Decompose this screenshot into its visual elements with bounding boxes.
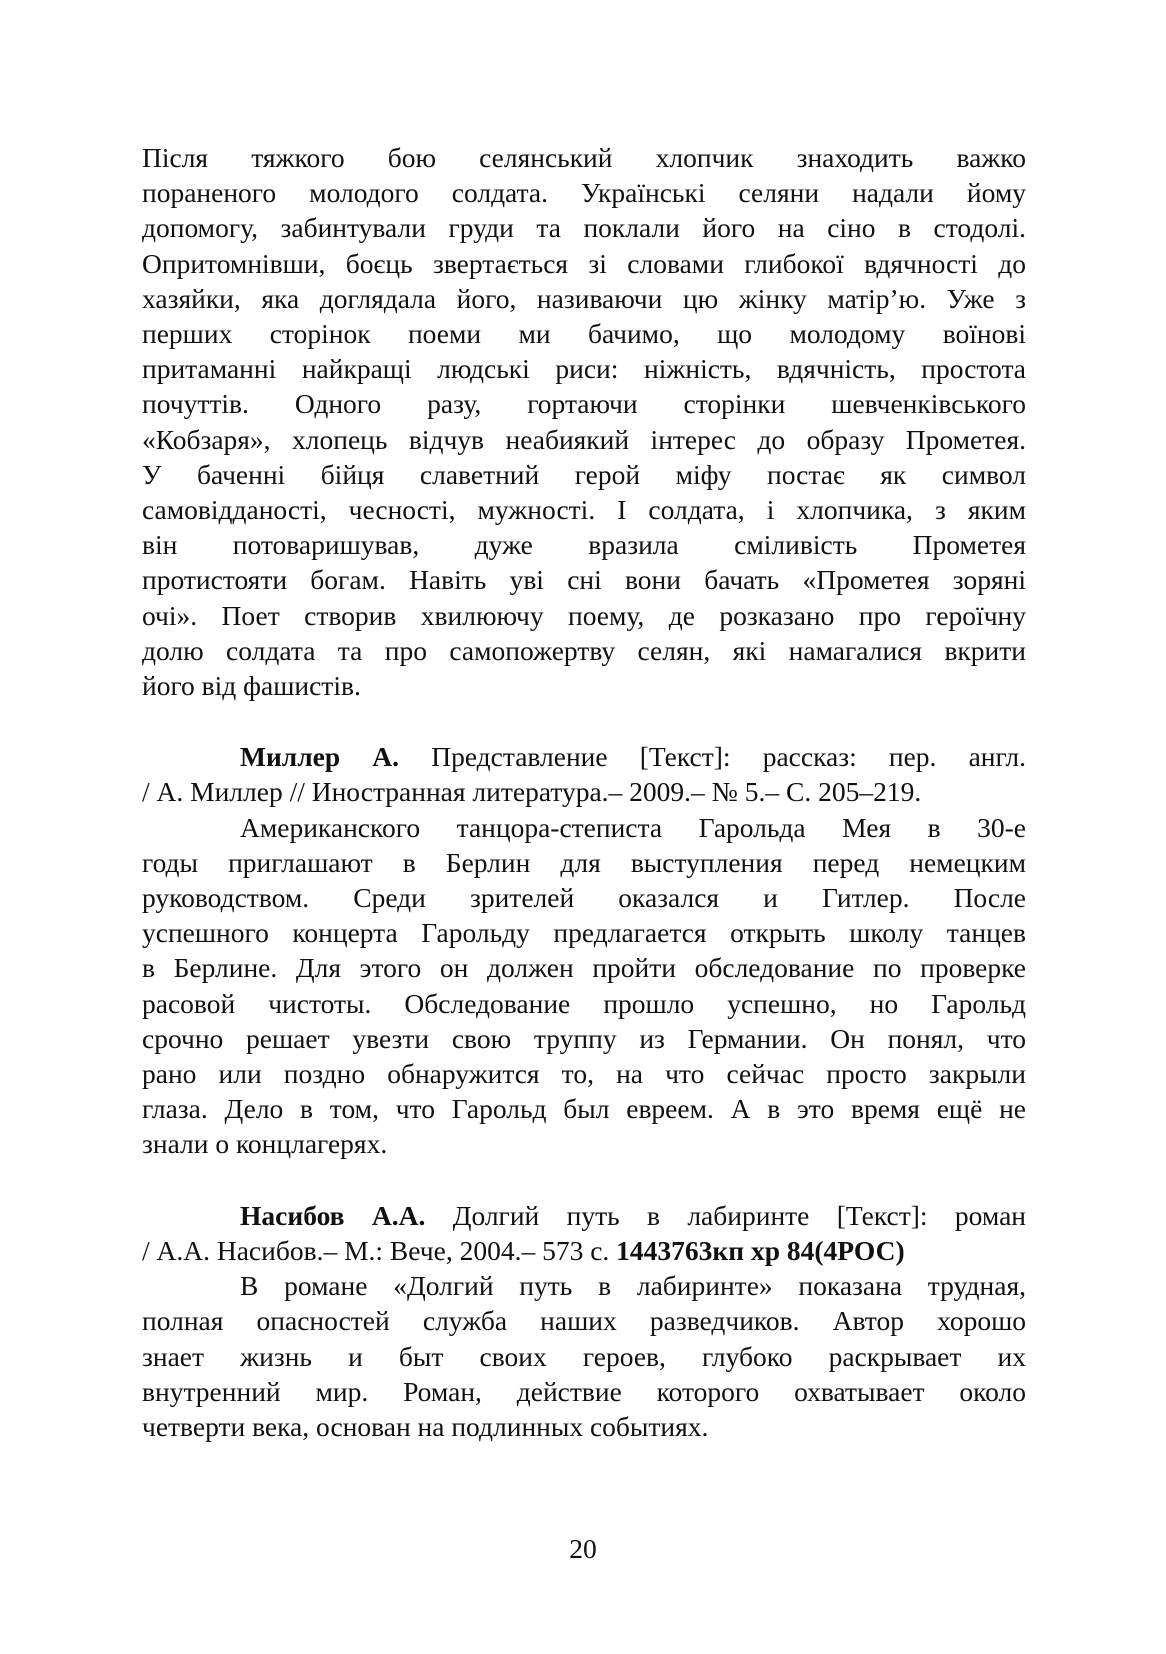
spacer <box>142 1162 1026 1198</box>
text-line: хазяйки, яка доглядала його, називаючи цю жінку матір’ю. Уже з <box>142 282 1026 314</box>
citation-title: Долгий путь в лабиринте [Текст]: роман <box>452 1199 1027 1231</box>
ukrainian-poem-annotation <box>142 140 1026 703</box>
text-line: Опритомнівши, боєць звертається зі словами глибокої вдячності до <box>142 247 1026 279</box>
annotation-line: четверти века, основан на подлинных событиях. <box>142 1410 709 1442</box>
citation-line-2 <box>142 1233 1026 1268</box>
annotation-line: годы приглашают в Берлин для выступления перед немецким <box>142 846 1026 878</box>
page-body <box>142 140 1026 1444</box>
text-line: очі». Поет створив хвилюючу поему, де розказано про героїчну <box>142 599 1026 631</box>
annotation-line: срочно решает увезти свою труппу из Германии. Он понял, что <box>142 1022 1026 1054</box>
text-line: перших сторінок поеми ми бачимо, що молодому воїнові <box>142 318 1026 350</box>
annotation-line: успешного концерта Гарольду предлагается открыть школу танцев <box>142 917 1026 949</box>
citation-line-2: / А. Миллер // Иностранная литература.– 2009.– № 5.– С. 205–219. <box>142 776 922 808</box>
annotation-line: в Берлине. Для этого он должен пройти обследование по проверке <box>142 952 1026 984</box>
text-line: він потоваришував, дуже вразила сміливість Прометея <box>142 529 1026 561</box>
annotation-line: знает жизнь и быт своих героев, глубоко раскрывает их <box>142 1340 1026 1372</box>
text-line: Після тяжкого бою селянський хлопчик знаходить важко <box>142 142 1026 173</box>
annotation-line: внутренний мир. Роман, действие которого охватывает около <box>142 1375 1026 1407</box>
annotation-line: Американского танцора-степиста Гарольда Мея в 30-е <box>240 811 1026 843</box>
text-line: У баченні бійця славетний герой міфу постає як символ <box>142 458 1026 490</box>
entry-author: Насибов А.А. <box>240 1199 426 1231</box>
text-line: долю солдата та про самопожертву селян, які намагалися вкрити <box>142 634 1026 666</box>
text-line: почуттів. Одного разу, гортаючи сторінки шевченківського <box>142 388 1026 420</box>
entry-author: Миллер А. <box>240 741 400 773</box>
citation-line <box>142 739 1026 774</box>
text-line: допомогу, забинтували груди та поклали його на сіно в стодолі. <box>142 212 1026 244</box>
text-line: притаманні найкращі людські риси: ніжність, вдячність, простота <box>142 353 1026 385</box>
annotation-line: глаза. Дело в том, что Гарольд был евреем. А в это время ещё не <box>142 1093 1026 1125</box>
text-line: «Кобзаря», хлопець відчув неабиякий інтерес до образу Прометея. <box>142 423 1026 455</box>
citation-line <box>142 1198 1026 1233</box>
text-line: протистояти богам. Навіть уві сні вони бачать «Прометея зоряні <box>142 564 1026 596</box>
text-line: його від фашистів. <box>142 670 361 702</box>
page-number: 20 <box>569 1533 597 1564</box>
annotation-line: руководством. Среди зрителей оказался и Гитлер. После <box>142 882 1026 914</box>
spacer <box>142 703 1026 739</box>
bibliography-entry-nasibov <box>142 1198 1026 1444</box>
citation-details: / А.А. Насибов.– М.: Вече, 2004.– 573 с. <box>142 1234 610 1266</box>
annotation-line: расовой чистоты. Обследование прошло успешно, но Гарольд <box>142 987 1026 1019</box>
annotation-line: рано или поздно обнаружится то, на что сейчас просто закрыли <box>142 1058 1026 1090</box>
text-line: самовідданості, чесності, мужності. І солдата, і хлопчика, з яким <box>142 494 1026 526</box>
annotation-line: В романе «Долгий путь в лабиринте» показана трудная, <box>240 1270 1026 1302</box>
text-line: пораненого молодого солдата. Українські селяни надали йому <box>142 177 1026 209</box>
citation-title: Представление [Текст]: рассказ: пер. англ. <box>431 741 1026 773</box>
annotation-line: полная опасностей служба наших разведчиков. Автор хорошо <box>142 1305 1026 1337</box>
annotation-line: знали о концлагерях. <box>142 1128 388 1160</box>
bibliography-entry-miller <box>142 739 1026 1161</box>
shelfmark: 1443763кп хр 84(4РОС) <box>616 1234 905 1266</box>
